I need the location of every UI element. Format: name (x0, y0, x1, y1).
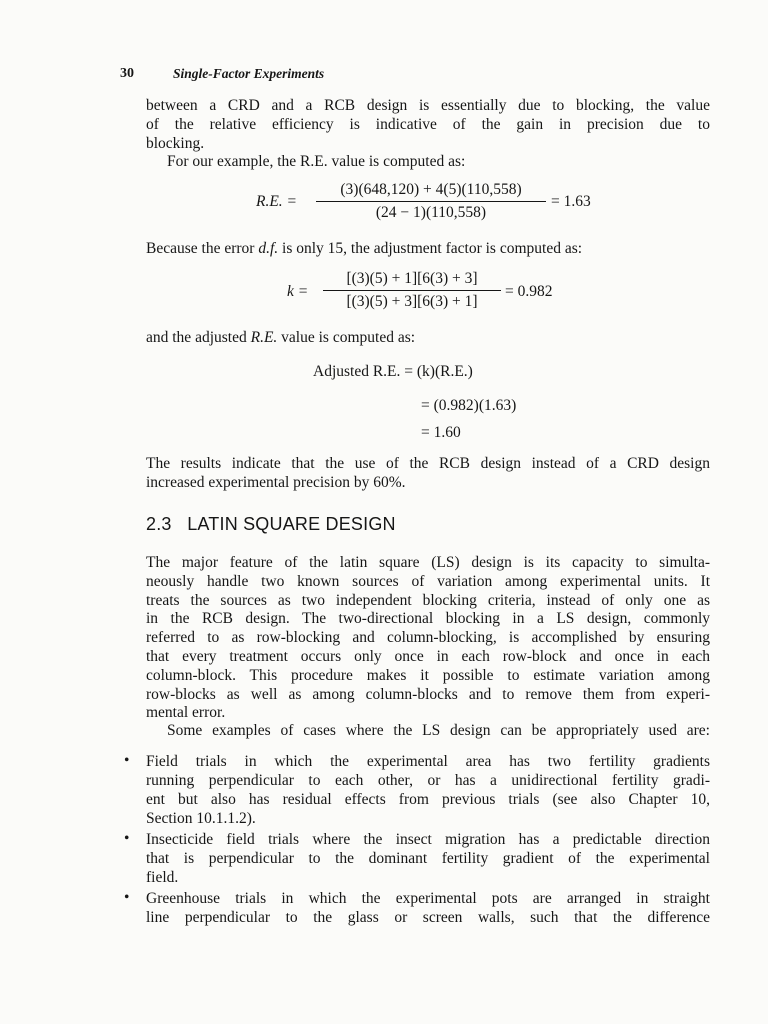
re-equation-result: = 1.63 (551, 193, 591, 210)
bullet-line: Field trials in which the experimental area has two fertility gradients (146, 753, 710, 770)
results-paragraph (146, 454, 710, 492)
results-line: increased experimental precision by 60%. (146, 474, 406, 491)
examples-intro (146, 722, 710, 740)
adjusted-equation-line-1: Adjusted R.E. = (k)(R.E.) (313, 363, 473, 380)
section-line: The major feature of the latin square (LS) design is its capacity to simulta- (146, 554, 710, 571)
section-line: that every treatment occurs only once in each row-block and once in each (146, 647, 710, 665)
intro-line: blocking. (146, 135, 205, 152)
k-denominator: [(3)(5) + 3][6(3) + 1] (346, 293, 478, 310)
example-line: For our example, the R.E. value is computed as: (167, 153, 466, 170)
bullet-line: that is perpendicular to the dominant fertility gradient of the experimental (146, 850, 710, 867)
df-line-before: Because the error (146, 240, 259, 257)
k-numerator: [(3)(5) + 1][6(3) + 3] (346, 270, 478, 287)
adjusted-intro-after: value is computed as: (277, 329, 416, 346)
re-equation-lhs: R.E. = (256, 193, 298, 210)
bullet-item (146, 830, 710, 887)
bullet-line: ent but also has residual effects from previous trials (see also Chapter 10, (146, 791, 710, 808)
df-symbol: d.f. (258, 240, 279, 257)
df-line (146, 240, 582, 258)
re-denominator: (24 − 1)(110,558) (375, 204, 487, 221)
bullet-line: Insecticide field trials where the insect migration has a predictable direction (146, 831, 710, 848)
adjusted-intro (146, 329, 415, 347)
fraction-bar (316, 201, 546, 202)
k-equation-lhs: k = (287, 283, 309, 300)
section-line: in the RCB design. The two-directional blocking in a LS design, commonly (146, 610, 710, 628)
df-line-after: is only 15, the adjustment factor is computed as: (278, 240, 583, 257)
k-equation-result: = 0.982 (505, 283, 553, 300)
bullet-icon: • (124, 830, 130, 847)
page-number: 30 (120, 66, 134, 81)
bullet-line: running perpendicular to each other, or has a unidirectional fertility gradi- (146, 772, 710, 789)
fraction-bar (323, 290, 501, 291)
results-line: The results indicate that the use of the RCB design instead of a CRD design (146, 455, 710, 472)
k-equation-fraction (323, 270, 501, 311)
section-line: column-block. This procedure makes it possible to estimate variation among (146, 666, 710, 684)
section-line: treats the sources as two independent blocking criteria, instead of only one as (146, 591, 710, 609)
examples-intro-text: Some examples of cases where the LS design can be appropriately used are: (167, 722, 710, 739)
bullet-item (146, 752, 710, 828)
section-line: row-blocks as well as among column-blocks and to remove them from experi- (146, 685, 710, 703)
section-line: neously handle two known sources of variation among experimental units. It (146, 572, 710, 590)
adjusted-intro-before: and the adjusted (146, 329, 251, 346)
bullet-line: Section 10.1.1.2). (146, 810, 256, 827)
running-title: Single-Factor Experiments (173, 66, 325, 81)
adjusted-equation-line-3: = 1.60 (421, 424, 461, 441)
section-line: referred to as row-blocking and column-blocking, is accomplished by ensuring (146, 629, 710, 647)
section-line: mental error. (146, 704, 226, 722)
bullet-line: field. (146, 869, 179, 886)
section-paragraph (146, 554, 710, 723)
re-numerator: (3)(648,120) + 4(5)(110,558) (340, 181, 522, 198)
adjusted-equation-line-2: = (0.982)(1.63) (421, 397, 517, 414)
section-heading: 2.3 LATIN SQUARE DESIGN (146, 514, 396, 534)
bullet-line: line perpendicular to the glass or screen walls, such that the difference (146, 909, 710, 926)
bullet-icon: • (124, 752, 130, 769)
re-equation-fraction (316, 181, 546, 222)
re-symbol: R.E. (250, 329, 278, 346)
bullet-line: Greenhouse trials in which the experimental pots are arranged in straight (146, 890, 710, 907)
intro-line: between a CRD and a RCB design is essentially due to blocking, the value (146, 97, 710, 114)
bullet-item (146, 889, 710, 927)
intro-paragraph (146, 96, 710, 153)
intro-line: of the relative efficiency is indicative of the gain in precision due to (146, 116, 710, 133)
bullet-icon: • (124, 889, 130, 906)
